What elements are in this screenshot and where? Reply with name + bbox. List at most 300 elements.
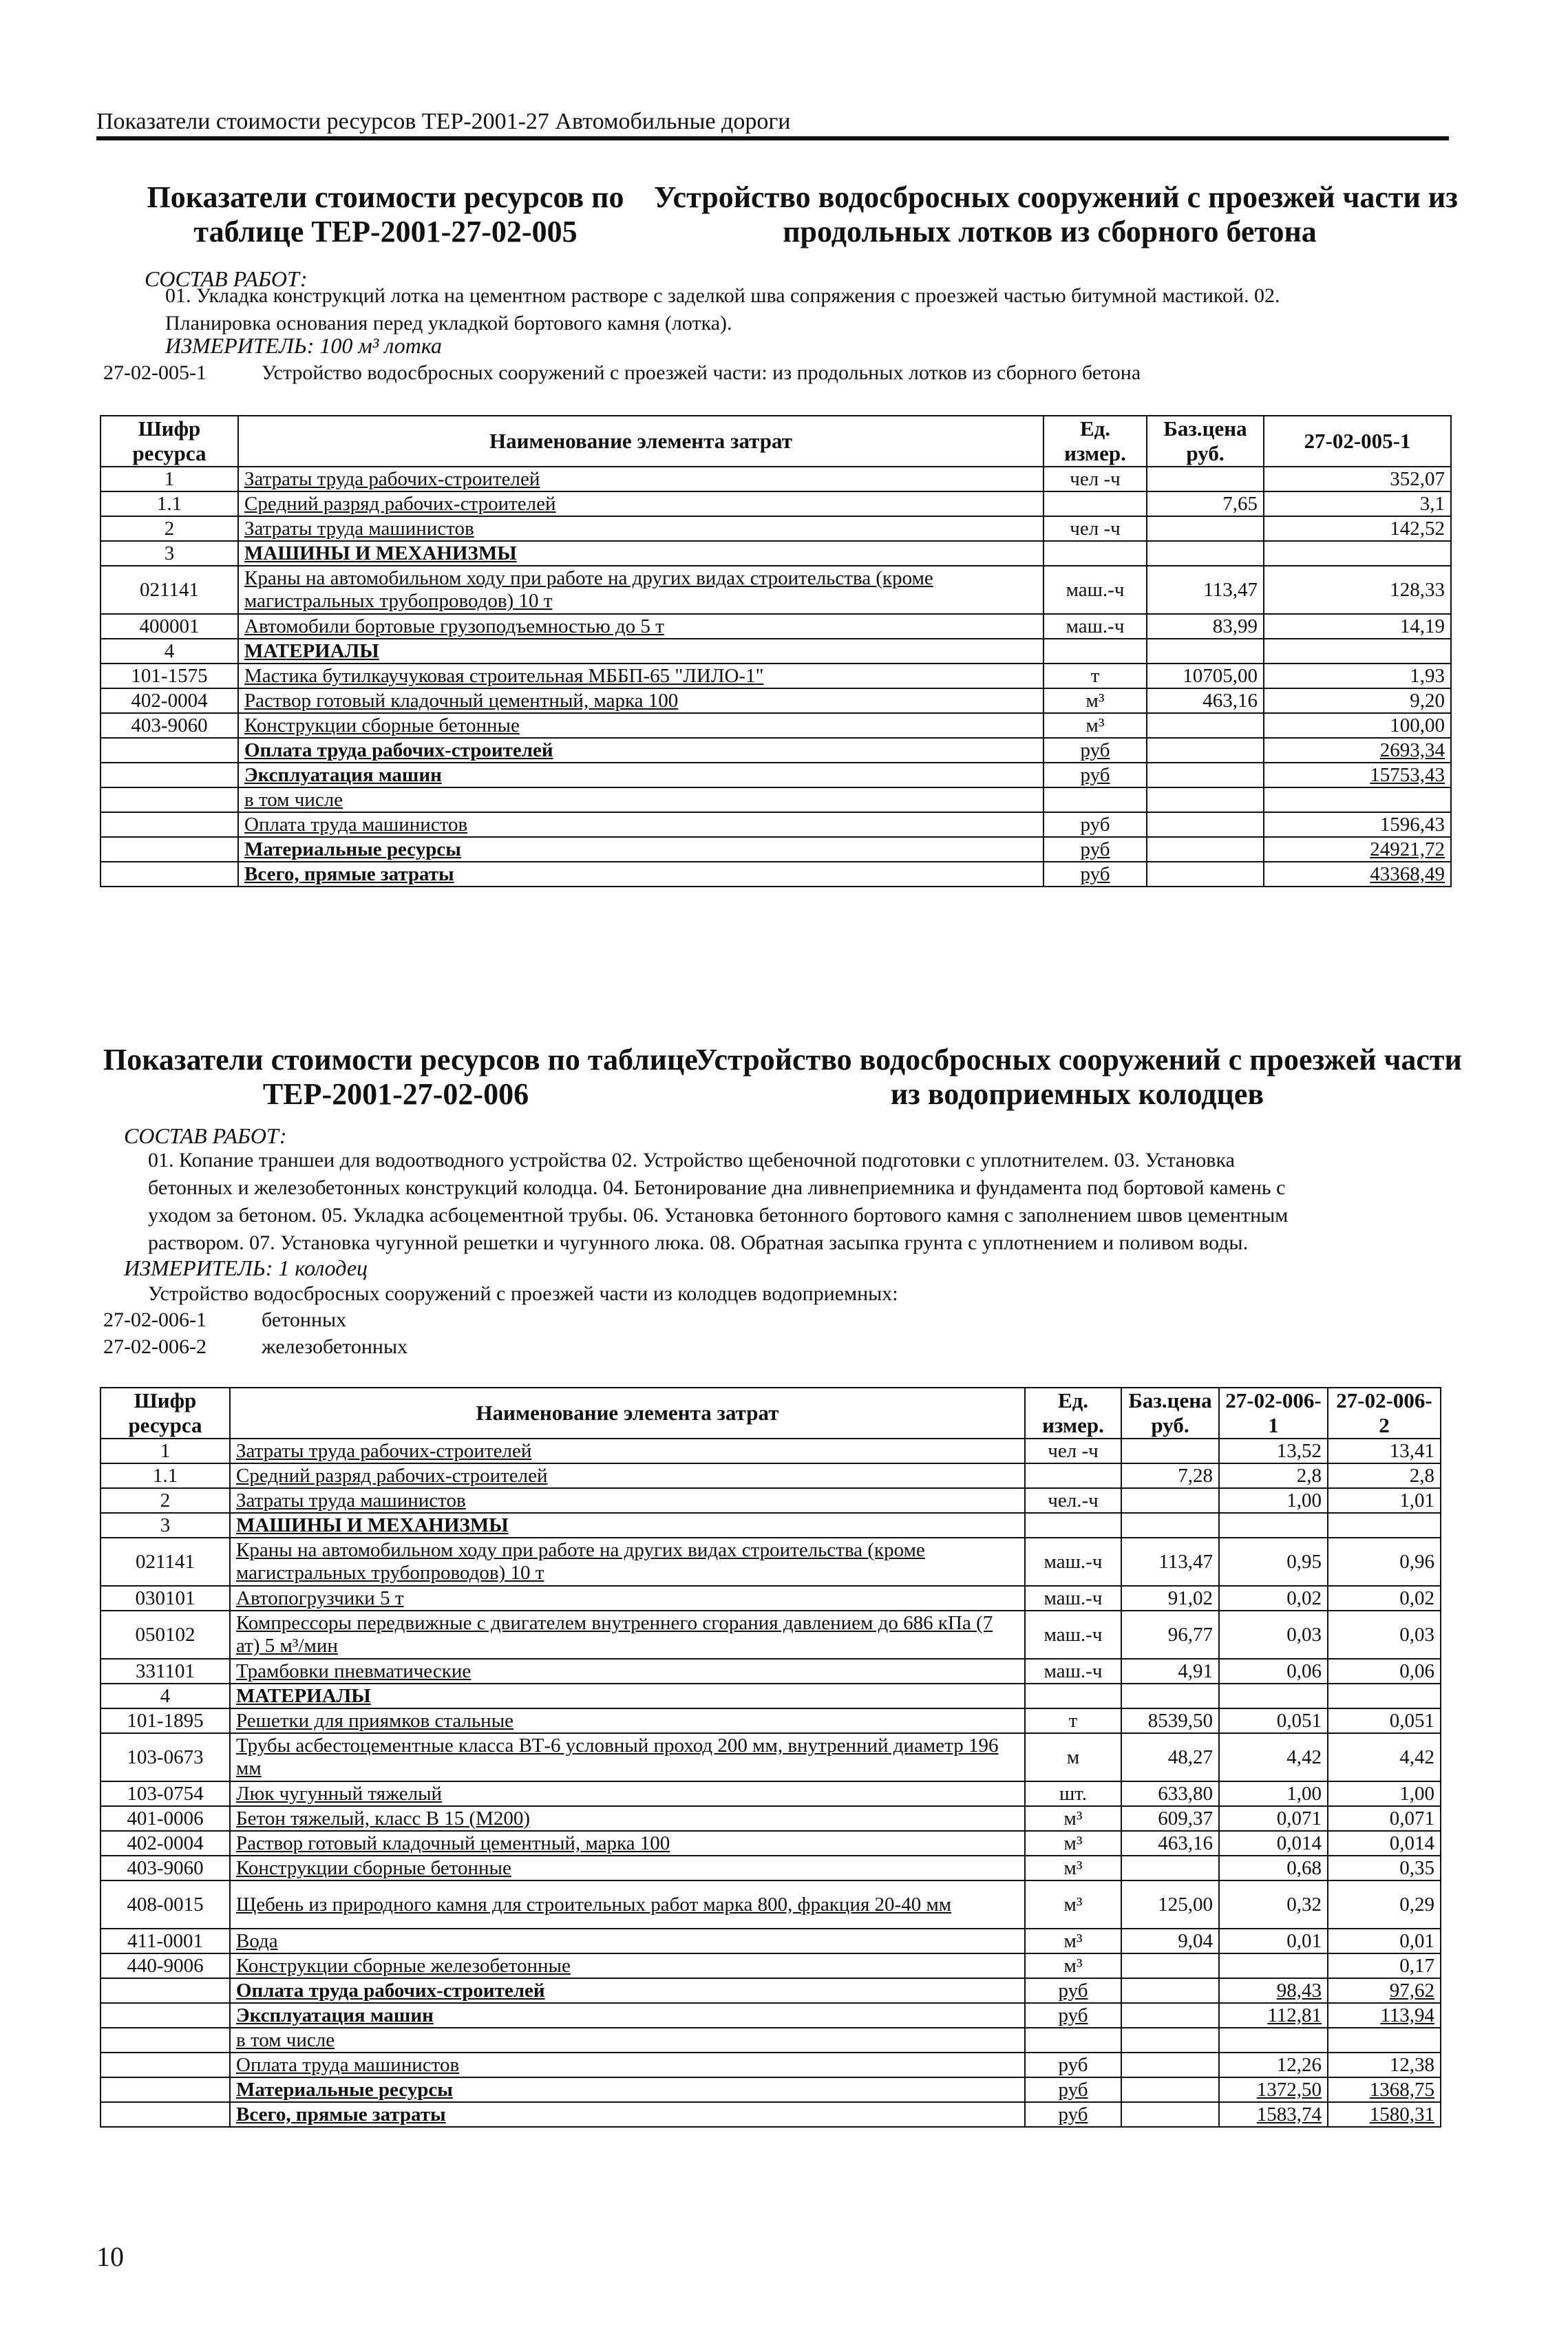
table-row <box>100 1538 1441 1586</box>
table-row <box>100 837 1451 862</box>
table-row <box>100 1611 1441 1659</box>
norm-value-cell-2: 1368,75 <box>1328 2077 1441 2102</box>
base-price-cell <box>1121 1856 1219 1880</box>
table-row <box>100 664 1451 688</box>
resource-name-cell: Раствор готовый кладочный цементный, марка 100 <box>230 1831 1025 1856</box>
base-price-cell <box>1147 738 1264 763</box>
base-price-cell <box>1121 1488 1219 1513</box>
unit-cell: руб <box>1025 2053 1121 2077</box>
base-price-cell: 83,99 <box>1147 614 1264 639</box>
works-label: СОСТАВ РАБОТ: <box>145 266 308 291</box>
table-row <box>100 1953 1441 1978</box>
resource-code-cell: 1 <box>100 467 238 491</box>
table-row <box>100 1684 1441 1708</box>
resource-name-cell: Решетки для приямков стальные <box>230 1708 1025 1733</box>
resource-code-cell: 403-9060 <box>100 713 238 738</box>
title-line: Показатели стоимости ресурсов по таблице <box>103 1043 698 1077</box>
base-price-cell <box>1147 639 1264 664</box>
norm-value-cell-1: 0,95 <box>1219 1538 1328 1586</box>
resource-name-cell: Всего, прямые затраты <box>238 862 1043 887</box>
norm-value-cell-1: 14,19 <box>1264 614 1451 639</box>
table-row <box>100 2028 1441 2053</box>
norm-value-cell-1 <box>1219 2028 1328 2053</box>
base-price-cell: 48,27 <box>1121 1733 1219 1781</box>
unit-cell: т <box>1025 1708 1121 1733</box>
table-row <box>100 1831 1441 1856</box>
unit-cell: руб <box>1025 1978 1121 2003</box>
unit-cell: руб <box>1025 2102 1121 2127</box>
norm-description: Устройство водосбросных сооружений с проезжей части: из продольных лотков из сборного бетона <box>262 361 1141 384</box>
table-row <box>100 2077 1441 2102</box>
unit-cell: маш.-ч <box>1025 1586 1121 1611</box>
resource-name-cell: Материальные ресурсы <box>230 2077 1025 2102</box>
table-row <box>100 1781 1441 1806</box>
resource-name-cell: Затраты труда рабочих-строителей <box>238 467 1043 491</box>
norm-value-cell-2: 2,8 <box>1328 1463 1441 1488</box>
table-row <box>100 1806 1441 1831</box>
norm-value-cell-2: 1,00 <box>1328 1781 1441 1806</box>
table-row <box>100 1856 1441 1880</box>
norm-value-cell-1: 1596,43 <box>1264 812 1451 837</box>
norm-value-cell-1: 12,26 <box>1219 2053 1328 2077</box>
table-row <box>100 1880 1441 1929</box>
base-price-cell: 633,80 <box>1121 1781 1219 1806</box>
table-row <box>100 862 1451 887</box>
base-price-cell <box>1121 2077 1219 2102</box>
norm-code: 27-02-005-1 <box>103 361 206 384</box>
resource-name-cell: Щебень из природного камня для строительных работ марка 800, фракция 20-40 мм <box>230 1880 1025 1929</box>
table-row <box>100 1708 1441 1733</box>
unit-cell: м³ <box>1043 688 1147 713</box>
resource-code-cell: 440-9006 <box>100 1953 230 1978</box>
unit-cell: м³ <box>1043 713 1147 738</box>
unit-cell: чел -ч <box>1043 516 1147 541</box>
table-row <box>100 812 1451 837</box>
resource-name-cell: Конструкции сборные бетонные <box>238 713 1043 738</box>
resource-code-cell: 402-0004 <box>100 688 238 713</box>
norm-description: железобетонных <box>262 1335 408 1358</box>
norm-intro: Устройство водосбросных сооружений с проезжей части из колодцев водоприемных: <box>148 1282 898 1305</box>
norm-code: 27-02-006-1 <box>103 1308 206 1331</box>
norm-value-cell-1: 128,33 <box>1264 566 1451 614</box>
table-row <box>100 1488 1441 1513</box>
unit-cell: руб <box>1025 2077 1121 2102</box>
norm-value-cell-2: 0,35 <box>1328 1856 1441 1880</box>
works-line: бетонных и железобетонных конструкций колодца. 04. Бетонирование дна ливнеприемника и фундамента под бортовой камень с <box>148 1176 1286 1199</box>
norm-value-cell-1: 1583,74 <box>1219 2102 1328 2127</box>
resource-name-cell: Вода <box>230 1929 1025 1953</box>
col-header-unit: Ед. измер. <box>1043 416 1147 467</box>
norm-value-cell-1: 0,051 <box>1219 1708 1328 1733</box>
resource-code-cell: 103-0754 <box>100 1781 230 1806</box>
norm-value-cell-2: 0,02 <box>1328 1586 1441 1611</box>
resource-name-cell: Эксплуатация машин <box>230 2003 1025 2028</box>
title-line: из водоприемных колодцев <box>890 1077 1264 1111</box>
unit-cell: маш.-ч <box>1025 1611 1121 1659</box>
norm-value-cell-2: 97,62 <box>1328 1978 1441 2003</box>
norm-value-cell-2 <box>1328 2028 1441 2053</box>
norm-value-cell-1 <box>1264 541 1451 566</box>
base-price-cell <box>1147 541 1264 566</box>
table-row <box>100 2003 1441 2028</box>
col-header-norm-1: 27-02-006-1 <box>1219 1388 1328 1439</box>
resource-code-cell <box>100 2003 230 2028</box>
table-row <box>100 2102 1441 2127</box>
base-price-cell: 113,47 <box>1147 566 1264 614</box>
col-header-price: Баз.цена руб. <box>1121 1388 1219 1439</box>
unit-cell: м³ <box>1025 1856 1121 1880</box>
resource-name-cell: Оплата труда машинистов <box>230 2053 1025 2077</box>
table-row <box>100 2053 1441 2077</box>
norm-value-cell-1: 98,43 <box>1219 1978 1328 2003</box>
resource-code-cell <box>100 812 238 837</box>
base-price-cell <box>1147 713 1264 738</box>
norm-value-cell-2: 0,17 <box>1328 1953 1441 1978</box>
unit-cell: м³ <box>1025 1831 1121 1856</box>
resource-code-cell: 2 <box>100 516 238 541</box>
resource-name-cell: МАШИНЫ И МЕХАНИЗМЫ <box>230 1513 1025 1538</box>
norm-value-cell-2: 4,42 <box>1328 1733 1441 1781</box>
unit-cell <box>1043 787 1147 812</box>
resource-code-cell <box>100 2077 230 2102</box>
unit-cell: чел -ч <box>1043 467 1147 491</box>
unit-cell: руб <box>1043 862 1147 887</box>
base-price-cell <box>1121 1953 1219 1978</box>
works-description <box>165 282 1459 337</box>
norm-value-cell-1: 100,00 <box>1264 713 1451 738</box>
resource-code-cell: 101-1895 <box>100 1708 230 1733</box>
resource-code-cell: 331101 <box>100 1659 230 1684</box>
section1-title-left <box>138 180 633 249</box>
norm-value-cell-1: 2693,34 <box>1264 738 1451 763</box>
table-row <box>100 787 1451 812</box>
base-price-cell: 463,16 <box>1147 688 1264 713</box>
norm-value-cell-2: 113,94 <box>1328 2003 1441 2028</box>
unit-cell: маш.-ч <box>1025 1538 1121 1586</box>
resource-code-cell <box>100 738 238 763</box>
resource-code-cell <box>100 2102 230 2127</box>
resource-code-cell: 1.1 <box>100 1463 230 1488</box>
table-row <box>100 541 1451 566</box>
table-row <box>100 467 1451 491</box>
resource-code-cell <box>100 787 238 812</box>
title-line: Устройство водосбросных сооружений с проезжей части из <box>654 180 1458 214</box>
base-price-cell <box>1121 2003 1219 2028</box>
base-price-cell: 125,00 <box>1121 1880 1219 1929</box>
norm-value-cell-2: 13,41 <box>1328 1439 1441 1463</box>
works-line: раствором. 07. Установка чугунной решетки и чугунного люка. 08. Обратная засыпка грунта с уплотнением и поливом воды. <box>148 1231 1249 1254</box>
works-line: 01. Копание траншеи для водоотводного устройства 02. Устройство щебеночной подготовки с уплотнителем. 03. Установка <box>148 1149 1235 1172</box>
unit-cell: руб <box>1043 837 1147 862</box>
base-price-cell <box>1121 1439 1219 1463</box>
table-row <box>100 738 1451 763</box>
norm-value-cell-2: 12,38 <box>1328 2053 1441 2077</box>
base-price-cell <box>1121 1978 1219 2003</box>
norm-value-cell-1: 2,8 <box>1219 1463 1328 1488</box>
title-line: ТЕР-2001-27-02-006 <box>262 1077 529 1111</box>
resource-table-2 <box>100 1387 1441 2128</box>
resource-name-cell: Автомобили бортовые грузоподъемностью до 5 т <box>238 614 1043 639</box>
resource-name-cell: Оплата труда машинистов <box>238 812 1043 837</box>
resource-table-1 <box>100 415 1452 887</box>
resource-name-cell: Люк чугунный тяжелый <box>230 1781 1025 1806</box>
unit-cell: чел -ч <box>1025 1439 1121 1463</box>
table-row <box>100 614 1451 639</box>
norm-value-cell-1: 4,42 <box>1219 1733 1328 1781</box>
norm-value-cell-1: 24921,72 <box>1264 837 1451 862</box>
resource-code-cell <box>100 2028 230 2053</box>
resource-code-cell: 402-0004 <box>100 1831 230 1856</box>
base-price-cell <box>1121 1513 1219 1538</box>
title-line: Показатели стоимости ресурсов по <box>147 180 624 214</box>
resource-name-cell: МАТЕРИАЛЫ <box>238 639 1043 664</box>
norm-value-cell-1: 0,32 <box>1219 1880 1328 1929</box>
unit-cell: руб <box>1025 2003 1121 2028</box>
norm-value-cell-1 <box>1264 639 1451 664</box>
unit-cell: чел.-ч <box>1025 1488 1121 1513</box>
table-row <box>100 1659 1441 1684</box>
norm-value-cell-1: 112,81 <box>1219 2003 1328 2028</box>
norm-value-cell-2: 0,01 <box>1328 1929 1441 1953</box>
base-price-cell <box>1147 467 1264 491</box>
table-row <box>100 639 1451 664</box>
resource-code-cell: 400001 <box>100 614 238 639</box>
base-price-cell: 7,65 <box>1147 491 1264 516</box>
title-line: продольных лотков из сборного бетона <box>783 215 1317 248</box>
resource-code-cell: 050102 <box>100 1611 230 1659</box>
resource-name-cell: МАШИНЫ И МЕХАНИЗМЫ <box>238 541 1043 566</box>
norm-value-cell-1: 0,071 <box>1219 1806 1328 1831</box>
unit-cell <box>1025 1463 1121 1488</box>
unit-cell: маш.-ч <box>1043 614 1147 639</box>
resource-code-cell: 030101 <box>100 1586 230 1611</box>
unit-cell <box>1043 491 1147 516</box>
base-price-cell <box>1121 2028 1219 2053</box>
works-description <box>148 1147 1456 1257</box>
norm-value-cell-2: 0,03 <box>1328 1611 1441 1659</box>
base-price-cell <box>1147 516 1264 541</box>
resource-code-cell: 401-0006 <box>100 1806 230 1831</box>
running-header: Показатели стоимости ресурсов ТЕР-2001-27 Автомобильные дороги <box>96 109 1449 140</box>
norm-value-cell-2: 1580,31 <box>1328 2102 1441 2127</box>
table-row <box>100 688 1451 713</box>
resource-code-cell: 3 <box>100 541 238 566</box>
resource-name-cell: в том числе <box>238 787 1043 812</box>
norm-value-cell-2: 0,06 <box>1328 1659 1441 1684</box>
col-header-name: Наименование элемента затрат <box>238 416 1043 467</box>
table-row <box>100 1929 1441 1953</box>
norm-value-cell-2 <box>1328 1513 1441 1538</box>
col-header-name: Наименование элемента затрат <box>230 1388 1025 1439</box>
unit-cell <box>1025 1513 1121 1538</box>
unit-cell <box>1043 639 1147 664</box>
base-price-cell <box>1121 2102 1219 2127</box>
norm-value-cell-1 <box>1219 1953 1328 1978</box>
table-row <box>100 763 1451 787</box>
works-line: 01. Укладка конструкций лотка на цементном растворе с заделкой шва сопряжения с проезжей частью битумной мастикой. 02. <box>165 284 1280 307</box>
col-header-norm: 27-02-005-1 <box>1264 416 1451 467</box>
works-line: уходом за бетоном. 05. Укладка асбоцементной трубы. 06. Установка бетонного бортового камня с заполнением швов цементным <box>148 1204 1289 1227</box>
unit-cell: м³ <box>1025 1953 1121 1978</box>
resource-code-cell: 021141 <box>100 566 238 614</box>
base-price-cell <box>1147 862 1264 887</box>
norm-value-cell-1 <box>1264 787 1451 812</box>
base-price-cell: 609,37 <box>1121 1806 1219 1831</box>
table-row <box>100 1513 1441 1538</box>
section1-title-right <box>654 180 1458 249</box>
norm-value-cell-1: 142,52 <box>1264 516 1451 541</box>
resource-name-cell: Материальные ресурсы <box>238 837 1043 862</box>
norm-value-cell-2: 0,071 <box>1328 1806 1441 1831</box>
norm-value-cell-1: 0,014 <box>1219 1831 1328 1856</box>
table-row <box>100 713 1451 738</box>
norm-description: бетонных <box>262 1308 347 1331</box>
col-header-code: Шифр ресурса <box>100 416 238 467</box>
resource-name-cell: Раствор готовый кладочный цементный, марка 100 <box>238 688 1043 713</box>
base-price-cell <box>1147 812 1264 837</box>
unit-cell: шт. <box>1025 1781 1121 1806</box>
norm-value-cell-1: 15753,43 <box>1264 763 1451 787</box>
resource-code-cell <box>100 1978 230 2003</box>
resource-code-cell: 2 <box>100 1488 230 1513</box>
norm-code: 27-02-006-2 <box>103 1335 206 1358</box>
norm-value-cell-1: 352,07 <box>1264 467 1451 491</box>
unit-cell <box>1043 541 1147 566</box>
resource-name-cell: в том числе <box>230 2028 1025 2053</box>
works-line: Планировка основания перед укладкой бортового камня (лотка). <box>165 312 732 335</box>
unit-cell: руб <box>1043 812 1147 837</box>
resource-name-cell: Автопогрузчики 5 т <box>230 1586 1025 1611</box>
unit-cell <box>1025 1684 1121 1708</box>
norm-value-cell-1: 1,00 <box>1219 1781 1328 1806</box>
resource-name-cell: Конструкции сборные железобетонные <box>230 1953 1025 1978</box>
resource-code-cell: 4 <box>100 1684 230 1708</box>
resource-code-cell: 101-1575 <box>100 664 238 688</box>
base-price-cell <box>1147 787 1264 812</box>
resource-name-cell: Краны на автомобильном ходу при работе на других видах строительства (кроме магистральных трубопроводов) 10 т <box>238 566 1043 614</box>
base-price-cell: 4,91 <box>1121 1659 1219 1684</box>
unit-cell: маш.-ч <box>1025 1659 1121 1684</box>
resource-name-cell: Мастика бутилкаучуковая строительная МББП-65 "ЛИЛО-1" <box>238 664 1043 688</box>
col-header-code: Шифр ресурса <box>100 1388 230 1439</box>
unit-cell <box>1025 2028 1121 2053</box>
resource-name-cell: Затраты труда рабочих-строителей <box>230 1439 1025 1463</box>
col-header-norm-2: 27-02-006-2 <box>1328 1388 1441 1439</box>
resource-code-cell: 411-0001 <box>100 1929 230 1953</box>
base-price-cell: 113,47 <box>1121 1538 1219 1586</box>
resource-code-cell: 103-0673 <box>100 1733 230 1781</box>
norm-value-cell-1: 0,06 <box>1219 1659 1328 1684</box>
norm-value-cell-2: 1,01 <box>1328 1488 1441 1513</box>
resource-name-cell: МАТЕРИАЛЫ <box>230 1684 1025 1708</box>
norm-value-cell-2: 0,29 <box>1328 1880 1441 1929</box>
resource-code-cell: 3 <box>100 1513 230 1538</box>
norm-value-cell-1: 1372,50 <box>1219 2077 1328 2102</box>
norm-value-cell-2: 0,96 <box>1328 1538 1441 1586</box>
section2-title-right <box>695 1043 1462 1112</box>
norm-value-cell-1: 3,1 <box>1264 491 1451 516</box>
base-price-cell <box>1147 837 1264 862</box>
resource-name-cell: Оплата труда рабочих-строителей <box>238 738 1043 763</box>
resource-name-cell: Бетон тяжелый, класс В 15 (М200) <box>230 1806 1025 1831</box>
unit-cell: м³ <box>1025 1929 1121 1953</box>
resource-code-cell: 4 <box>100 639 238 664</box>
table-row <box>100 1978 1441 2003</box>
resource-code-cell <box>100 837 238 862</box>
norm-value-cell-1: 13,52 <box>1219 1439 1328 1463</box>
works-label: СОСТАВ РАБОТ: <box>124 1123 287 1148</box>
base-price-cell: 463,16 <box>1121 1831 1219 1856</box>
unit-cell: руб <box>1043 763 1147 787</box>
resource-name-cell: Оплата труда рабочих-строителей <box>230 1978 1025 2003</box>
base-price-cell <box>1147 763 1264 787</box>
norm-value-cell-1: 9,20 <box>1264 688 1451 713</box>
resource-code-cell <box>100 2053 230 2077</box>
base-price-cell <box>1121 1684 1219 1708</box>
resource-code-cell: 403-9060 <box>100 1856 230 1880</box>
table-row <box>100 1439 1441 1463</box>
resource-name-cell: Эксплуатация машин <box>238 763 1043 787</box>
norm-value-cell-1 <box>1219 1684 1328 1708</box>
table-row <box>100 491 1451 516</box>
section2-title-left <box>103 1043 698 1112</box>
unit-cell: маш.-ч <box>1043 566 1147 614</box>
unit-cell: м³ <box>1025 1806 1121 1831</box>
norm-value-cell-1: 0,02 <box>1219 1586 1328 1611</box>
resource-name-cell: Компрессоры передвижные с двигателем внутреннего сгорания давлением до 686 кПа (7 ат) 5 м³/мин <box>230 1611 1025 1659</box>
norm-value-cell-1: 1,93 <box>1264 664 1451 688</box>
resource-name-cell: Краны на автомобильном ходу при работе на других видах строительства (кроме магистральных трубопроводов) 10 т <box>230 1538 1025 1586</box>
resource-name-cell: Конструкции сборные бетонные <box>230 1856 1025 1880</box>
unit-cell: м³ <box>1025 1880 1121 1929</box>
page-number: 10 <box>96 2241 124 2272</box>
base-price-cell <box>1121 2053 1219 2077</box>
resource-name-cell: Всего, прямые затраты <box>230 2102 1025 2127</box>
title-line: таблице ТЕР-2001-27-02-005 <box>193 215 578 248</box>
table-row <box>100 516 1451 541</box>
norm-value-cell-1 <box>1219 1513 1328 1538</box>
resource-code-cell: 021141 <box>100 1538 230 1586</box>
resource-name-cell: Средний разряд рабочих-строителей <box>230 1463 1025 1488</box>
unit-cell: т <box>1043 664 1147 688</box>
table-row <box>100 1463 1441 1488</box>
resource-code-cell: 408-0015 <box>100 1880 230 1929</box>
norm-value-cell-1: 0,03 <box>1219 1611 1328 1659</box>
table-row <box>100 566 1451 614</box>
norm-value-cell-2: 0,051 <box>1328 1708 1441 1733</box>
resource-name-cell: Затраты труда машинистов <box>238 516 1043 541</box>
table-row <box>100 1733 1441 1781</box>
unit-cell: м <box>1025 1733 1121 1781</box>
base-price-cell: 9,04 <box>1121 1929 1219 1953</box>
col-header-unit: Ед. измер. <box>1025 1388 1121 1439</box>
norm-value-cell-1: 0,01 <box>1219 1929 1328 1953</box>
title-line: Устройство водосбросных сооружений с проезжей части <box>695 1043 1462 1077</box>
base-price-cell: 91,02 <box>1121 1586 1219 1611</box>
resource-name-cell: Средний разряд рабочих-строителей <box>238 491 1043 516</box>
norm-value-cell-2 <box>1328 1684 1441 1708</box>
norm-value-cell-2: 0,014 <box>1328 1831 1441 1856</box>
unit-label: ИЗМЕРИТЕЛЬ: 1 колодец <box>124 1255 368 1280</box>
resource-code-cell <box>100 763 238 787</box>
base-price-cell: 96,77 <box>1121 1611 1219 1659</box>
norm-value-cell-1: 43368,49 <box>1264 862 1451 887</box>
base-price-cell: 7,28 <box>1121 1463 1219 1488</box>
unit-cell: руб <box>1043 738 1147 763</box>
resource-name-cell: Затраты труда машинистов <box>230 1488 1025 1513</box>
resource-code-cell <box>100 862 238 887</box>
resource-code-cell: 1 <box>100 1439 230 1463</box>
